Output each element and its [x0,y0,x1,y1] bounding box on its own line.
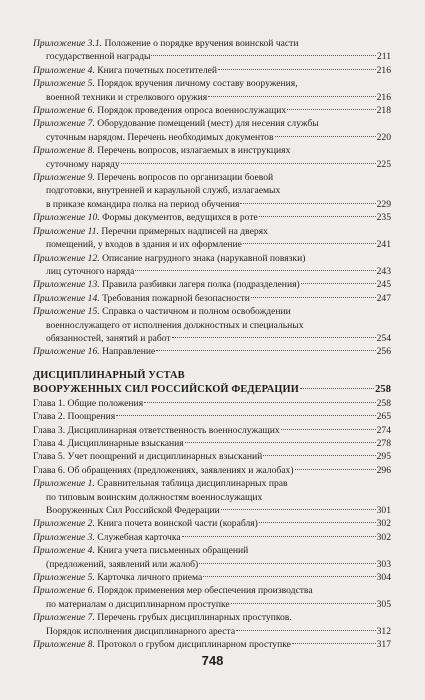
page-number: 748 [201,653,224,668]
toc-entry-text: лиц суточного наряда [46,265,135,277]
toc-entry-text: Приложение 16. Направление [33,346,156,358]
page-ref: 243 [376,265,391,277]
toc-entry-line [33,50,391,63]
section-title-line-1: ДИСЦИПЛИНАРНЫЙ УСТАВ [33,369,185,381]
toc-entry [33,305,391,345]
toc-entry-line [33,292,391,305]
leader-dots [240,203,375,204]
appendix-label: Приложение 15. [33,306,100,318]
leader-dots [185,442,376,443]
toc-entry-text: Приложение 10. Формы документов, ведущихся в роте [33,212,258,224]
appendix-label: Приложение 7. [33,612,95,624]
appendix-label: Приложение 10. [33,212,100,224]
toc-entry-text: суточному наряду [46,158,120,170]
toc-entry-line [33,531,391,544]
toc-entry [33,437,391,450]
appendix-label: Приложение 5. [33,78,95,90]
toc-entry [33,571,391,584]
leader-dots [208,96,375,97]
toc-entry-line [33,252,391,265]
toc-entry-text: Приложение 3.1. Положение о порядке вручения воинской части [33,38,299,49]
leader-dots [121,163,376,164]
page-ref: 274 [376,424,391,436]
page-ref: 241 [376,239,391,251]
toc-entry-text: Приложение 8. Протокол о грубом дисциплинарном проступке [33,639,291,651]
toc-entry-line [33,611,391,624]
toc-entry-line [33,598,391,611]
toc-entry-text: Приложение 6. Порядок применения мер обеспечения производства [33,585,313,597]
page-ref: 256 [376,346,391,358]
toc-entry [33,638,391,651]
page-ref: 211 [376,51,391,63]
leader-dots [300,388,374,389]
appendix-label: Приложение 4. [33,545,95,557]
page-ref: 302 [376,518,391,530]
toc-entry [33,345,391,358]
leader-dots [172,337,376,338]
toc-entry-line [33,305,391,318]
appendix-label: Приложение 16. [33,346,100,358]
toc-entry-text: суточным нарядом. Перечень необходимых документов [46,131,274,143]
table-of-contents [33,37,391,651]
toc-entry-line [33,544,391,557]
leader-dots [116,415,375,416]
toc-entry [33,171,391,211]
toc-entry-text: Приложение 13. Правила разбивки лагеря полка (подразделения) [33,279,300,291]
leader-dots [144,402,376,403]
leader-dots [281,429,376,430]
appendix-label: Приложение 13. [33,279,100,291]
appendix-label: Приложение 3.1. [33,38,103,49]
appendix-label: Приложение 4. [33,64,95,76]
leader-dots [243,243,376,244]
leader-dots [135,270,375,271]
toc-entry-line [33,238,391,251]
page-ref: 278 [376,437,391,449]
toc-entry [33,77,391,104]
toc-entry-line [33,410,391,423]
page-ref: 220 [376,131,391,143]
page-ref: 317 [376,639,391,651]
toc-entry-line [33,131,391,144]
leader-dots [287,109,375,110]
page-ref: 296 [376,464,391,476]
toc-entry-line [33,198,391,211]
page-ref: 216 [376,91,391,103]
appendix-list-internal-service [33,37,391,359]
toc-entry-text: по типовым воинским должностям военнослужащих [46,491,263,503]
toc-entry-text: Приложение 7. Перечень грубых дисциплинарных проступков. [33,612,292,624]
appendix-label: Приложение 6. [33,105,95,117]
leader-dots [218,69,376,70]
toc-entry-line [33,638,391,651]
leader-dots [182,536,376,537]
appendix-label: Приложение 6. [33,585,95,597]
toc-entry-text: Приложение 2. Книга почета воинской части (корабля) [33,518,258,530]
toc-entry-line [33,265,391,278]
page-ref: 218 [376,105,391,117]
toc-entry-line [33,491,391,504]
appendix-label: Приложение 8. [33,639,95,651]
toc-entry-text: военной техники и стрелкового оружия [46,91,208,103]
toc-entry-text: подготовки, внутренней и караульной служб, излагаемых [46,185,281,197]
toc-entry [33,450,391,463]
page-ref: 302 [376,531,391,543]
page-ref: 301 [376,505,391,516]
toc-entry-text: Приложение 6. Порядок проведения опроса военнослужащих [33,105,287,117]
toc-entry-line [33,397,391,410]
toc-entry [33,611,391,638]
toc-entry [33,424,391,437]
leader-dots [221,509,376,510]
toc-entry-line [33,117,391,130]
toc-entry [33,37,391,64]
toc-entry [33,477,391,517]
page-ref: 295 [376,451,391,463]
toc-entry-line [33,77,391,90]
leader-dots [292,643,376,644]
toc-entry-text: Приложение 5. Порядок вручения личному составу вооружения, [33,78,298,90]
section-title-line-2: ВООРУЖЕННЫХ СИЛ РОССИЙСКОЙ ФЕДЕРАЦИИ 258 [33,383,391,395]
toc-entry-text: Приложение 8. Перечень вопросов, излагаемых в инструкциях [33,145,291,157]
toc-entry-text: Глава 1. Общие положения [33,397,144,409]
section-heading [33,369,391,397]
toc-entry-line [33,104,391,117]
leader-dots [259,216,376,217]
appendix-label: Приложение 5. [33,572,95,584]
page-ref: 229 [376,198,391,210]
disciplinary-charter-contents [33,397,391,652]
toc-entry [33,144,391,171]
toc-entry-text: обязанностей, занятий и работ [46,332,171,344]
leader-dots [151,55,375,56]
toc-entry-text: Приложение 9. Перечень вопросов по организации боевой [33,172,274,184]
toc-entry-line [33,319,391,332]
page-ref: 235 [376,212,391,224]
toc-entry-line [33,504,391,517]
toc-entry [33,104,391,117]
toc-entry [33,544,391,571]
toc-entry-text: Приложение 11. Перечни примерных надписей на дверях [33,225,268,237]
toc-entry [33,464,391,477]
page-ref: 245 [376,279,391,291]
leader-dots [199,563,375,564]
toc-entry [33,278,391,291]
page-ref: 254 [376,332,391,344]
toc-entry-line [33,517,391,530]
page-ref: 216 [376,64,391,76]
toc-entry-line [33,625,391,638]
leader-dots [263,455,375,456]
toc-entry-text: Приложение 14. Требования пожарной безопасности [33,292,250,304]
appendix-label: Приложение 3. [33,531,95,543]
page-ref: 305 [376,598,391,610]
toc-entry [33,517,391,530]
toc-entry-line [33,225,391,238]
toc-entry-text: Глава 6. Об обращениях (предложениях, заявлениях и жалобах) [33,464,294,476]
leader-dots [295,469,376,470]
appendix-label: Приложение 8. [33,145,95,157]
toc-entry [33,531,391,544]
toc-entry [33,410,391,423]
page-ref: 265 [376,411,391,423]
page-ref: 312 [376,625,391,637]
toc-entry-line [33,171,391,184]
appendix-label: Приложение 11. [33,225,99,237]
toc-entry-line [33,424,391,437]
page-ref: 258 [376,397,391,409]
toc-entry [33,584,391,611]
leader-dots [275,136,376,137]
leader-dots [301,283,376,284]
toc-entry-line [33,37,391,50]
appendix-label: Приложение 7. [33,118,95,130]
toc-entry-line [33,558,391,571]
toc-entry-line [33,571,391,584]
toc-entry-text: Приложение 5. Карточка личного приема [33,572,203,584]
toc-entry-text: Приложение 7. Оборудование помещений (мест) для несения службы [33,118,319,130]
toc-entry-line [33,184,391,197]
appendix-label: Приложение 14. [33,292,100,304]
toc-entry [33,225,391,252]
appendix-label: Приложение 2. [33,518,95,530]
toc-entry-line [33,158,391,171]
leader-dots [231,603,376,604]
toc-entry-text: Приложение 1. Сравнительная таблица дисциплинарных прав [33,478,288,490]
toc-entry-text: Приложение 4. Книга учета письменных обращений [33,545,249,557]
toc-entry [33,292,391,305]
toc-entry-line [33,437,391,450]
appendix-label: Приложение 12. [33,252,100,264]
toc-entry [33,64,391,77]
toc-entry-text: Приложение 4. Книга почетных посетителей [33,64,218,76]
toc-entry-line [33,91,391,104]
toc-entry-text: (предложений, заявлений или жалоб) [46,558,199,570]
toc-entry-text: государственной награды [46,51,151,63]
toc-entry [33,397,391,410]
toc-entry-text: военнослужащего от исполнения должностных и специальных [46,319,304,331]
toc-entry-text: Глава 4. Дисциплинарные взыскания [33,437,184,449]
toc-entry-line [33,345,391,358]
toc-entry-line [33,464,391,477]
page-ref: 304 [376,572,391,584]
toc-entry-text: Глава 5. Учет поощрений и дисциплинарных взысканий [33,451,263,463]
leader-dots [236,630,375,631]
toc-entry-text: Глава 3. Дисциплинарная ответственность военнослужащих [33,424,280,436]
toc-entry-text: Приложение 15. Справка о частичном и полном освобождении [33,306,291,318]
toc-entry-line [33,64,391,77]
page-ref: 225 [376,158,391,170]
toc-entry-line [33,450,391,463]
toc-entry-text: Вооруженных Сил Российской Федерации [46,505,220,516]
toc-entry [33,252,391,279]
leader-dots [203,576,375,577]
toc-entry-text: помещений, у входов в здания и их оформление [46,239,242,251]
toc-entry-line [33,211,391,224]
page-ref: 258 [375,383,391,395]
toc-entry-line [33,477,391,490]
toc-entry [33,117,391,144]
leader-dots [156,350,375,351]
page-ref: 247 [376,292,391,304]
appendix-label: Приложение 1. [33,478,95,490]
toc-entry-line [33,278,391,291]
page-ref: 303 [376,558,391,570]
appendix-label: Приложение 9. [33,172,95,184]
leader-dots [259,522,376,523]
toc-entry-text: в приказе командира полка на период обучения [46,198,240,210]
toc-entry-text: Приложение 12. Описание нагрудного знака (нарукавной повязки) [33,252,306,264]
toc-entry-text: Порядок исполнения дисциплинарного ареста [46,625,236,637]
toc-entry-text: по материалам о дисциплинарном проступке [46,598,230,610]
toc-entry-text: Глава 2. Поощрения [33,411,116,423]
toc-entry [33,211,391,224]
toc-entry-line [33,144,391,157]
toc-entry-line [33,332,391,345]
leader-dots [251,297,376,298]
toc-entry-text: Приложение 3. Служебная карточка [33,531,181,543]
toc-entry-line [33,584,391,597]
